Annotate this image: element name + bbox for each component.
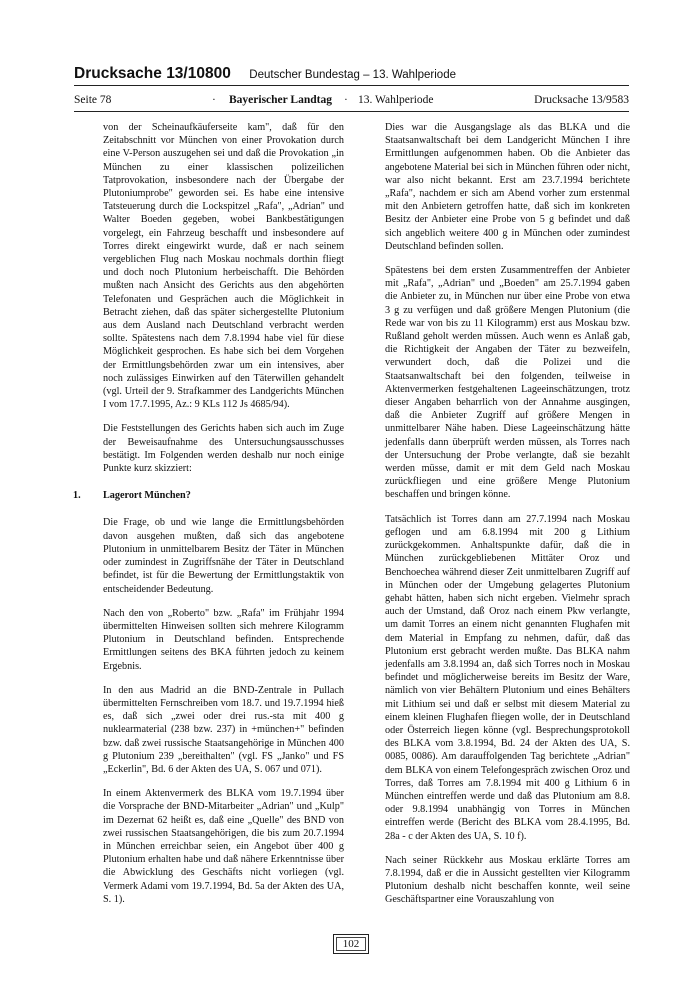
document-header	[74, 65, 629, 83]
left-column	[73, 121, 344, 917]
landtag-header	[74, 94, 629, 110]
page-number: 102	[342, 938, 360, 950]
paragraph: Dies war die Ausgangslage als das BLKA und die Staatsanwaltschaft bei dem Landgericht München I ihre Ermittlungen aufgenommen haben. Ob die Anbieter das angebotene Material bei sich in München führen oder nicht, war also nicht bekannt. Erst am 23.7.1994 berichtete „Rafa", nachdem er sich am Abend vorher zum erstenmal mit den Anbietern getroffen hatte, daß sich im konkreten Besitz der Anbieter eine Probe von 5 g befindet und daß sich angeblich weitere 400 g in München oder zumindest Deutschland befinden sollen.	[385, 122, 630, 252]
separator-dot: ·	[344, 94, 348, 106]
paragraph: Nach seiner Rückkehr aus Moskau erklärte Torres am 7.8.1994, daß er die in Aussicht gestellten vier Kilogramm Plutonium deshalb nicht beschaffen konnte, weil seine Geschäftspartner eine Vorauszahlung von	[385, 854, 630, 906]
section-title: Lagerort München?	[103, 490, 191, 502]
header-rule	[74, 85, 629, 86]
paragraph: Die Frage, ob und wie lange die Ermittlungsbehörden davon ausgehen mußten, daß sich das angebotene Plutonium in unmittelbarem Besitz der Täter in München oder zumindest in Zugriffsnähe der Täter in Deutschland befindet, ist für die Bewertung der Ermittlungstaktik von entscheidender Bedeutung.	[103, 517, 344, 595]
drucksache-title: Drucksache 13/10800	[74, 65, 231, 82]
page-number-box	[333, 934, 369, 954]
bundestag-label: Deutscher Bundestag – 13. Wahlperiode	[249, 69, 456, 81]
subheader-rule	[74, 111, 629, 112]
drucksache-number: Drucksache 13/9583	[534, 94, 629, 106]
paragraph: Tatsächlich ist Torres dann am 27.7.1994 nach Moskau geflogen und am 6.8.1994 mit 200 g Lithium zurückgekommen. Anhaltspunkte dafür, daß die in München zurückgebliebenen Mittäter Oroz und Benchoechea während dieser Zeit unmittelbaren Zugriff auf in München oder der Umgebung gelagertes Plutonium gehabt hätten, haben sich nicht ergeben. Vielmehr sprach auch der Umstand, daß Oroz nach einem Pkw verlangte, um damit Torres an einem nicht genannten Flughafen mit dem Material in Empfang zu nehmen, dafür, daß das Plutonium erst gebracht werden mußte. Das BLKA nahm jedenfalls am 3.8.1994 an, daß sich Torres noch in Moskau befindet und möglicherweise bereits im Besitz der Ware, nämlich von vier Behältern Plutonium und eines Behälters mit Lithium sei und daß er selbst mit diesem Material zu einem kleinen Flughafen fliegen wolle, der in Deutschland oder Österreich liegen könne (vgl. Besprechungsprotokoll des BLKA vom 3.8.1994, Bd. 24 der Akten des UA, S. 0085, 0086). Am darauffolgenden Tag berichtete „Adrian" dem BLKA von einem Telefongespräch zwischen Oroz und Torres, daß Torres am 7.8.1994 mit 400 g Lithium 6 in München eintreffen werde und daß das Plutonium am 8.8. oder 9.8.1994 unabhängig von Torres in München eintreffen werde (Bericht des BLKA vom 28.4.1995, Bd. 28a - c der Akten des UA, S. 10 f).	[385, 513, 630, 842]
paragraph: Nach den von „Roberto" bzw. „Rafa" im Frühjahr 1994 übermittelten Hinweisen sollten sich mehrere Kilogramm Plutonium in Deutschland befinden. Entsprechende Ermittlungen seitens des BKA führten jedoch zu keinem Ergebnis.	[103, 607, 344, 672]
section-number: 1.	[73, 490, 81, 502]
section-heading	[73, 489, 344, 502]
paragraph: In einem Aktenvermerk des BLKA vom 19.7.1994 über die Vorsprache der BND-Mitarbeiter „Adrian" und „Kulp" im Dezernat 62 heißt es, daß eine „Quelle" des BND von zwei russischen Staatsangehörigen, die bis zum 20.7.1994 in München erreichbar seien, ein Angebot über 400 g Plutonium erhalten habe und daß nähere Erkenntnisse über die Abwicklung des Geschäfts nicht vorliegen (vgl. Vermerk Adami vom 19.7.1994, Bd. 5a der Akten des UA, S. 1).	[103, 788, 344, 905]
wahlperiode-label: 13. Wahlperiode	[358, 94, 434, 106]
paragraph: Die Feststellungen des Gerichts haben sich auch im Zuge der Beweisaufnahme des Untersuchungsausschusses bestätigt. Im Folgenden werden deshalb nur noch einige Punkte kurz skizziert:	[103, 423, 344, 475]
page-label: Seite 78	[74, 94, 112, 106]
separator-dot: ·	[212, 94, 216, 106]
right-column	[385, 121, 630, 918]
paragraph: von der Scheinaufkäuferseite kam", daß für den Zeitabschnitt vor München von einer Provokation durch eine V-Person auszugehen sei und daß die Provokation „in München zu einer klassischen polizeilichen Tatprovokation, insbesondere nach der Übergabe der Plutoniumprobe" geworden sei. Es habe eine intensive Tatsteuerung durch die Lockspitzel „Rafa", „Adrian" und Walter Boeden gegeben, wobei Bankbestätigungen vorgelegt, ein Fahrzeug beschafft und insbesondere auf Torres direkt eingewirkt wurde, daß er nach seinem vergeblichen Flug nach Moskau nochmals dorthin fliegt und doch noch Plutonium herbeischafft. Die Behörden mußten nach Ansicht des Gerichts aus den abgehörten Telefonaten und Gesprächen auch die Möglichkeit in Betracht ziehen, daß das später sichergestellte Plutonium aus dem Ausland nach Deutschland verbracht werden sollte. Spätestens nach dem 7.8.1994 habe viel für diese Möglichkeit gesprochen. Es habe sich bei dem Vorgehen der Ermittlungsbehörden zwar um ein intensives, aber noch zulässiges Einwirken auf den Täterwillen gehandelt (vgl. Urteil der 9. Strafkammer des Landgerichts München I vom 17.7.1995, Az.: 9 KLs 112 Js 4685/94).	[103, 122, 344, 411]
paragraph: In den aus Madrid an die BND-Zentrale in Pullach übermittelten Fernschreiben vom 18.7. und 19.7.1994 hieß es, daß sich „zwei oder drei rus.-sta mit 400 g nuklearmaterial (238 bzw. 237) in +münchen+" befinden bzw. daß zwei russische Staatsangehörige in München 400 g Plutonium 239 „bereithalten" (vgl. FS „Janko" und FS „Eckerlin", Bd. 6 der Akten des UA, S. 067 und 071).	[103, 684, 344, 775]
paragraph: Spätestens bei dem ersten Zusammentreffen der Anbieter mit „Rafa", „Adrian" und „Boeden" am 25.7.1994 gaben die Anbieter zu, in München nur über eine Probe von etwa 3 g zu verfügen und daß größere Mengen Plutonium (die Rede war von bis zu 11 Kilogramm) erst aus Moskau bzw. Rußland geholt werden müssen. Auch wenn es Anlaß gab, die Richtigkeit der Angaben der Täter zu bezweifeln, verwundert doch, daß die Polizei und die Staatsanwaltschaft bei den folgenden, teilweise in Aktenvermerken festgehaltenen Lageeinschätzungen, trotz dieser Angaben beharrlich von der Annahme ausgingen, daß die Anbieter Zugriff auf größere Mengen in unmittelbarer Nähe haben. Diese Lageeinschätzung hätte jedenfalls dann überprüft werden müssen, als Torres nach der Untersuchung der Probe verlangte, daß sie bezahlt werden müsse, damit er mit dem Geld nach Moskau zurückfliegen und eine größere Menge Plutonium beschaffen und bringen könne.	[385, 265, 630, 501]
landtag-label: Bayerischer Landtag	[229, 94, 332, 106]
